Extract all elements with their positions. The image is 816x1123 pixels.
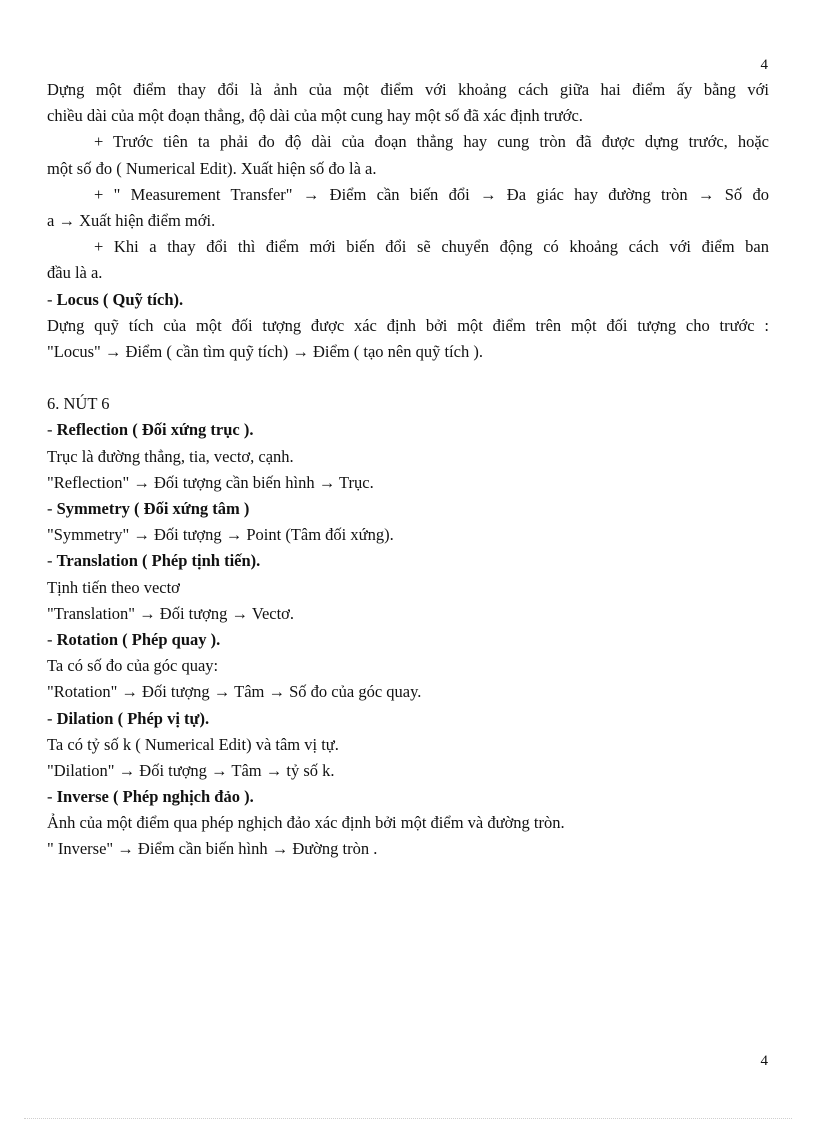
reflection-description: Trục là đường thẳng, tia, vectơ, cạnh. — [47, 446, 294, 466]
measurement-intro-line-1: Dựng một điểm thay đổi là ảnh của một điểm với khoảng cách giữa hai điểm ấy bằng với — [47, 80, 769, 99]
dilation-title: Dilation ( Phép vị tự). — [56, 708, 210, 728]
reflection-usage: "Reflection" → Đối tượng cần biến hình → Trục. — [47, 472, 374, 492]
dilation-heading — [47, 706, 769, 732]
translation-prefix: - — [47, 551, 57, 571]
page-number-bottom: 4 — [760, 1053, 768, 1069]
measurement-intro-line-2: chiều dài của một đoạn thẳng, độ dài của một cung hay một số đã xác định trước. — [47, 106, 583, 126]
locus-title: Locus ( Quỹ tích). — [56, 289, 184, 309]
symmetry-heading — [47, 496, 769, 522]
rotation-title: Rotation ( Phép quay ). — [56, 629, 221, 649]
dilation-prefix: - — [47, 708, 57, 728]
measurement-step3-line-1: + Khi a thay đổi thì điểm mới biến đổi sẽ chuyển động có khoảng cách với điểm ban — [94, 237, 769, 257]
rotation-prefix: - — [47, 629, 57, 649]
inverse-usage: " Inverse" → Điểm cần biến hình → Đường tròn . — [47, 839, 378, 859]
measurement-step1-line-1: + Trước tiên ta phải đo độ dài của đoạn thẳng hay cung tròn đã được dựng trước, hoặc — [94, 132, 769, 152]
inverse-title: Inverse ( Phép nghịch đảo ). — [56, 787, 254, 807]
reflection-prefix: - — [47, 420, 57, 440]
inverse-description: Ảnh của một điểm qua phép nghịch đảo xác định bởi một điểm và đường tròn. — [47, 813, 565, 833]
symmetry-prefix: - — [47, 499, 57, 518]
section-6-heading: 6. NÚT 6 — [47, 394, 110, 414]
locus-usage: "Locus" → Điểm ( cần tìm quỹ tích) → Điểm ( tạo nên quỹ tích ). — [47, 341, 483, 361]
translation-usage: "Translation" → Đối tượng → Vectơ. — [47, 603, 295, 623]
symmetry-usage: "Symmetry" → Đối tượng → Point (Tâm đối xứng). — [47, 525, 394, 545]
translation-title: Translation ( Phép tịnh tiến). — [56, 551, 261, 571]
translation-description: Tịnh tiến theo vectơ — [47, 577, 180, 597]
measurement-step2-line-2: a → Xuất hiện điểm mới. — [47, 210, 216, 230]
rotation-description: Ta có số đo của góc quay: — [47, 656, 219, 676]
section-spacer — [47, 365, 769, 391]
locus-prefix: - — [47, 289, 57, 309]
page-number-top: 4 — [760, 57, 768, 73]
rotation-usage: "Rotation" → Đối tượng → Tâm → Số đo của góc quay. — [47, 682, 422, 702]
inverse-prefix: - — [47, 787, 57, 807]
dilation-description: Ta có tỷ số k ( Numerical Edit) và tâm vị tự. — [47, 734, 339, 754]
translation-heading — [47, 548, 769, 574]
measurement-step3-line-2: đầu là a. — [47, 263, 103, 283]
dilation-usage: "Dilation" → Đối tượng → Tâm → tỷ số k. — [47, 760, 335, 780]
inverse-heading — [47, 784, 769, 810]
footer-dotted-line — [24, 1118, 792, 1119]
reflection-heading — [47, 417, 769, 443]
rotation-heading — [47, 627, 769, 653]
locus-heading — [47, 287, 769, 313]
document-body — [47, 77, 769, 863]
measurement-step2-line-1: + " Measurement Transfer" → Điểm cần biến đổi → Đa giác hay đường tròn → Số đo — [94, 184, 769, 204]
measurement-step1-line-2: một số đo ( Numerical Edit). Xuất hiện số đo là a. — [47, 158, 377, 178]
symmetry-title: Symmetry ( Đối xứng tâm ) — [56, 499, 250, 518]
reflection-title: Reflection ( Đối xứng trục ). — [56, 420, 254, 440]
locus-description: Dựng quỹ tích của một đối tượng được xác định bởi một điểm trên một đối tượng cho trước : — [47, 315, 769, 335]
